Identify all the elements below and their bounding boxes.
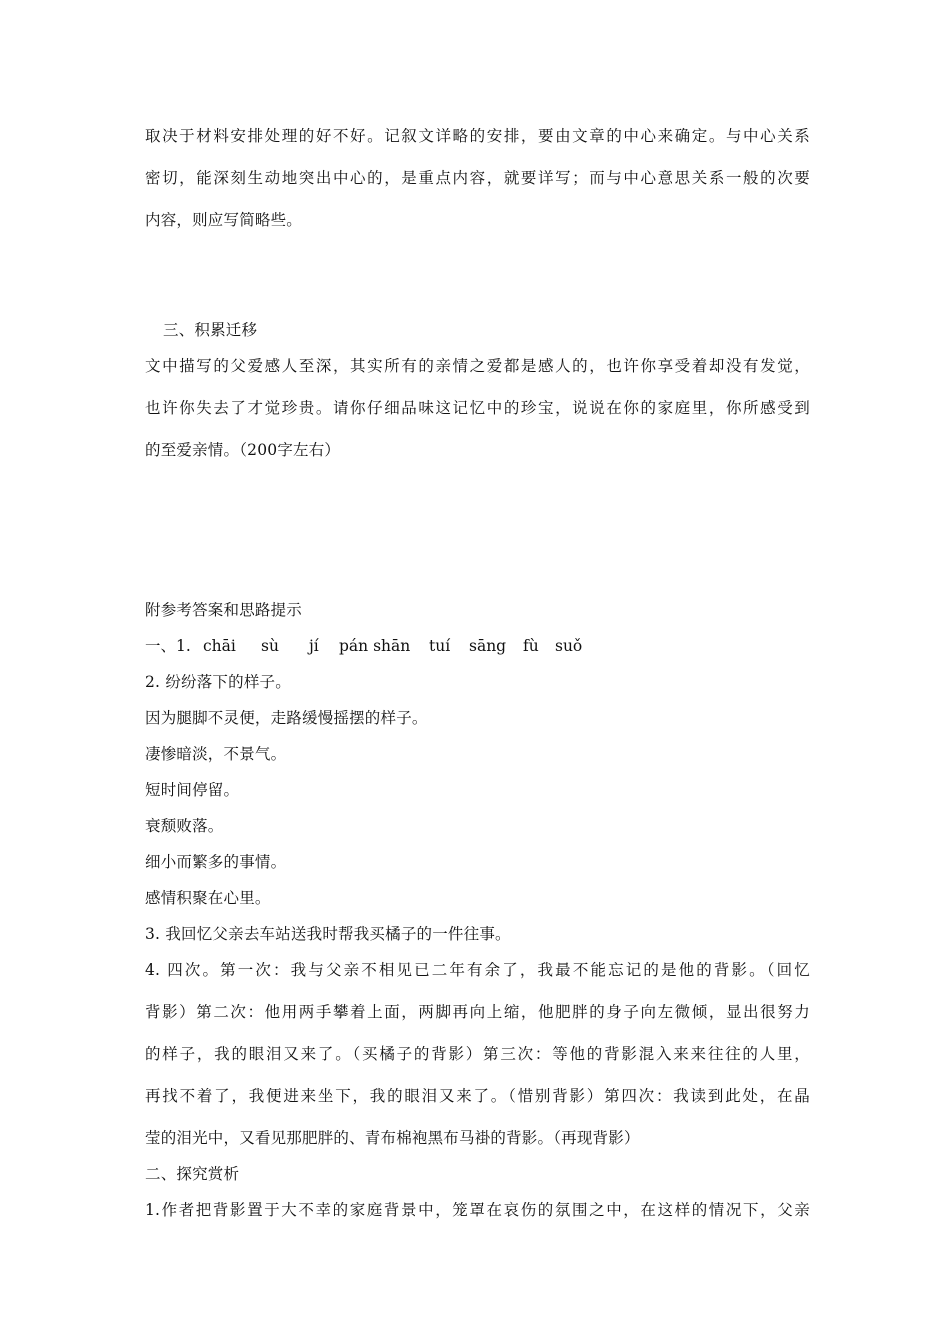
intro-line-1: 取决于材料安排处理的好不好。记叙文详略的安排，要由文章的中心来确定。与中心关系 [145, 127, 810, 145]
section-three-line-1: 文中描写的父爱感人至深，其实所有的亲情之爱都是感人的，也许你享受着却没有发觉， [145, 357, 810, 375]
answer-4-line-4: 再找不着了，我便进来坐下，我的眼泪又来了。（惜别背影）第四次：我读到此处，在晶 [145, 1087, 810, 1105]
answer-2-line: 因为腿脚不灵便，走路缓慢摇摆的样子。 [145, 709, 428, 727]
pinyin-item: sù [261, 637, 279, 655]
section-three-line-2: 也许你失去了才觉珍贵。请你仔细品味这记忆中的珍宝，说说在你的家庭里，你所感受到 [145, 399, 810, 417]
answer-2-line: 细小而繁多的事情。 [145, 853, 287, 871]
answer-4-line-5: 莹的泪光中，又看见那肥胖的、青布棉袍黑布马褂的背影。（再现背影） [145, 1129, 640, 1147]
intro-line-2: 密切，能深刻生动地突出中心的，是重点内容，就要详写；而与中心意思关系一般的次要 [145, 169, 810, 187]
answer-2-line: 2. 纷纷落下的样子。 [145, 673, 291, 691]
pinyin-item: chāi [203, 637, 236, 655]
answer-4-line-2: 背影）第二次：他用两手攀着上面，两脚再向上缩，他肥胖的身子向左微倾，显出很努力 [145, 1003, 810, 1021]
part-two-heading: 二、探究赏析 [145, 1165, 240, 1183]
pinyin-item: pán shān [339, 637, 411, 655]
pinyin-item: tuí [429, 637, 451, 655]
answer-2-line: 衰颓败落。 [145, 817, 224, 835]
answer-3: 3. 我回忆父亲去车站送我时帮我买橘子的一件往事。 [145, 925, 511, 943]
section-three-line-3: 的至爱亲情。（200字左右） [145, 441, 341, 459]
pinyin-item: jí [309, 637, 319, 655]
answer-4-line-1: 4. 四次。第一次：我与父亲不相见已二年有余了，我最不能忘记的是他的背影。（回忆 [145, 961, 810, 979]
answer-2-line: 短时间停留。 [145, 781, 240, 799]
part-two-item-1: 1.作者把背影置于大不幸的家庭背景中，笼罩在哀伤的氛围之中，在这样的情况下，父亲 [145, 1201, 810, 1219]
pinyin-item: suǒ [555, 637, 583, 655]
answers-title: 附参考答案和思路提示 [145, 601, 303, 619]
pinyin-item: fù [523, 637, 539, 655]
section-three-heading: 三、积累迁移 [163, 321, 258, 339]
pinyin-item: sāng [469, 637, 507, 655]
answer-2-line: 感情积聚在心里。 [145, 889, 271, 907]
answer-2-line: 凄惨暗淡，不景气。 [145, 745, 287, 763]
part-one-prefix: 一、1. [145, 637, 191, 655]
answer-4-line-3: 的样子，我的眼泪又来了。（买橘子的背影）第三次：等他的背影混入来来往往的人里， [145, 1045, 810, 1063]
intro-line-3: 内容，则应写简略些。 [145, 211, 303, 229]
